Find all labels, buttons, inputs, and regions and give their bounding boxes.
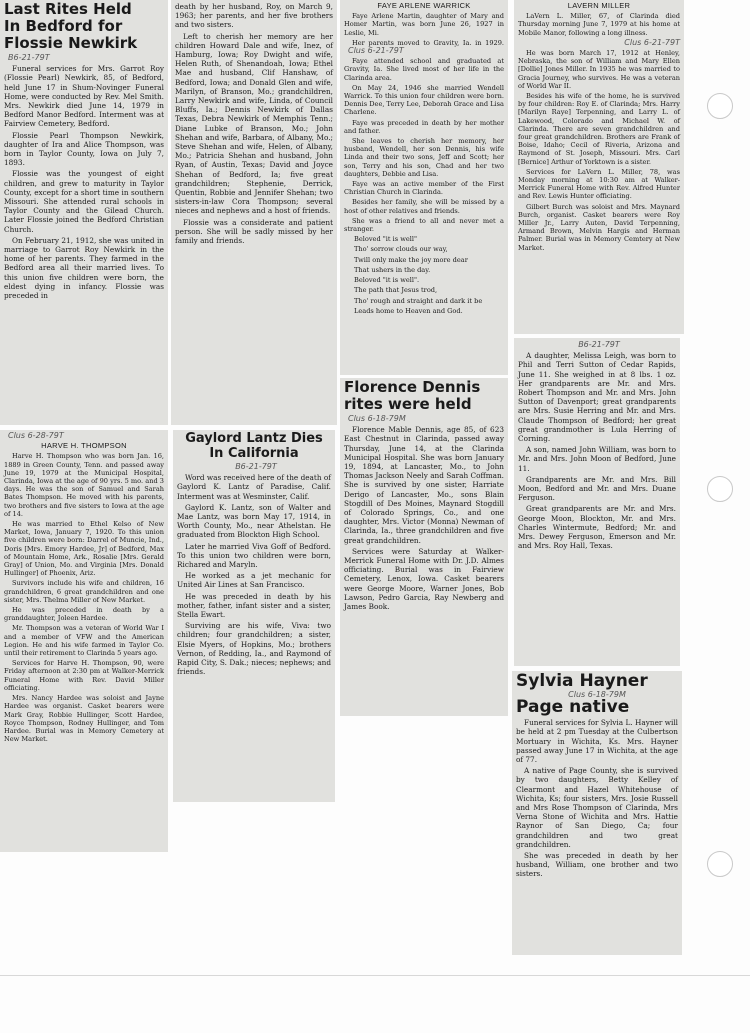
paragraph: Faye was an active member of the First Christian Church in Clarinda. <box>344 180 504 197</box>
binder-hole <box>707 476 733 502</box>
handwritten-date-note: Clus 6-28-79T <box>8 431 64 440</box>
paragraph: A son, named John William, was born to Mr. and Mrs. John Moon of Bedford, June 11. <box>518 445 676 473</box>
paragraph: He worked as a jet mechanic for United Air Lines at San Francisco. <box>177 571 331 590</box>
paragraph: Services were Saturday at Walker-Merrick Funeral Home with Dr. J.D. Almes officiating. Burial was in Fairview Cemetery, Lenox, Iowa. Casket bearers were George Moore, Warner Jones, Bob Lawson, Pedro Garcia, Ray Newberg and James Book. <box>344 546 504 612</box>
headline: Flossie Newkirk <box>4 34 138 52</box>
paragraph: Mr. Thompson was a veteran of World War I and a member of VFW and the American Legion. He and his wife farmed in Taylor Co. until their retirement to Clarinda 5 years ago. <box>4 624 164 658</box>
paragraph: Later he married Viva Goff of Bedford. To this union two children were born, Richared and Maryln. <box>177 541 331 570</box>
handwritten-date-note: Clus 6-18-79M <box>568 690 626 699</box>
handwritten-date-note: Clus 6-18-79M <box>348 414 406 423</box>
paragraph: Faye Arlene Martin, daughter of Mary and Homer Martin, was born June 26, 1927 in Leslie, Mi. <box>344 12 504 37</box>
handwritten-date-note: B6-21-79T <box>578 340 620 349</box>
paragraph: Florence Mable Dennis, age 85, of 623 East Chestnut in Clarinda, passed away Thursday, June 14, at the Clarinda Municipal Hospital. She was born January 19, 1894, at Lancaster, Mo., to John Thomas Jackson Neely and Sarah Coffman. She is survived by one sister, Harriate Derigo of Lancaster, Mo., sons Blain Stogdill of Des Moines, Maynard Stogdill of Colorado Springs, Co., and one daughter, Mrs. Victor (Monna) Newman of Clarinda, Ia., three grandchildren and five great grandchildren. <box>344 425 504 545</box>
paragraph: Mrs. Nancy Hardee was soloist and Jayne Hardee was organist. Casket bearers were Mark Gray, Robbie Hullinger, Scott Hardee, Royce Thompson, Rodney Hullinger, and Tom Hardee. Burial was in Memory Cemetery at New Market. <box>4 694 164 744</box>
paragraph: Services for Harve H. Thompson, 90, were Friday afternoon at 2:30 pm at Walker-Merrick Funeral Home with Rev. David Miller officiating. <box>4 659 164 692</box>
paragraph: death by her husband, Roy, on March 9, 1963; her parents, and her five brothers and two sisters. <box>175 2 333 30</box>
paragraph: Flossie Pearl Thompson Newkirk, daughter of Ira and Alice Thompson, was born in Taylor County, Iowa on July 7, 1893. <box>4 130 164 168</box>
paragraph: Funeral services for Sylvia L. Hayner will be held at 2 pm Tuesday at the Culbertson Mortuary in Wichita, Ks. Mrs. Hayner passed away June 17 in Wichita, at the age of 77. <box>516 718 678 765</box>
paragraph: Besides his wife of the home, he is survived by four children: Roy E. of Clarinda; Mrs. Harry [Marilyn Raye] Terpenning, and Larry L. of Lakewood, Colorado and Michael W. of Clarinda. There are seven grandchildren and four great grandchildren. Brothers are Frank of Boise, Idaho; Cecil of Riveria, Arizona and Raymond of St. Joseph, Missouri. Mrs. Carl [Bernice] Arthur of Yorktown is a sister. <box>518 92 680 166</box>
page-edge <box>0 975 750 976</box>
headline: Sylvia Hayner <box>516 671 648 691</box>
headline: In Bedford for <box>4 17 123 35</box>
handwritten-date-note: B6-21-79T <box>235 462 277 471</box>
paragraph: Left to cherish her memory are her children Howard Dale and wife, Inez, of Hamburg, Iowa; Roy Dwight and wife, Helen Ruth, of Shenandoah, Iowa; Ethel Mae and husband, Clif Hanshaw, of Bedford, Iowa; and Donald Glen and wife, Marilyn, of Branson, Mo.; grandchildren, Larry Newkirk and wife, Linda, of Council Bluffs, Ia.; Dennis Newkirk of Dallas Texas, Debra Newkirk of Memphis Tenn.; Diane Lubke of Branson, Mo.; John Shehan and wife, Barbara, of Albany, Mo.; Steve Shehan and wife, Helen, of Albany, Mo.; Patricia Shehan and husband, John Ryan, of Austin, Texas; David and Joyce Shehan of Bedford, Ia; five great grandchildren; Stephenie, Derrick, Quentin, Robbie and Jennifer Shehan; two sisters-in-law Cora Thompson; several nieces and nephews and a host of friends. <box>175 31 333 216</box>
paragraph: On February 21, 1912, she was united in marriage to Garrot Roy Newkirk in the home of her parents. They farmed in the Bedford area all their married lives. To this union five children were born, the eldest dying in infancy. Flossie was preceded in <box>4 235 164 301</box>
handwritten-date-note: Clus 6-21-79T <box>624 37 680 47</box>
handwritten-date-note: Clus 6-21-79T <box>348 46 404 56</box>
paragraph: Gaylord K. Lantz, son of Walter and Mae Lantz, was born May 17, 1914, in Worth County, Mo., near Athelstan. He graduated from Blockton High School. <box>177 502 331 540</box>
paragraph: Harve H. Thompson who was born Jan. 16, 1889 in Green County, Tenn. and passed away June 19, 1979 at the Municipal Hospital, Clarinda, Iowa at the age of 90 yrs. 5 mo. and 3 days. He was the son of Samuel and Sarah Bates Thompson. He moved with his parents, two brothers and five sisters to Iowa at the age of 14. <box>4 452 164 518</box>
clipping-thompson <box>0 430 168 852</box>
paragraph: Faye was preceded in death by her mother and father. <box>344 118 504 135</box>
binder-hole <box>707 851 733 877</box>
poem-line: Beloved "it is well" <box>354 235 418 244</box>
clipping-warrick <box>340 0 508 375</box>
paragraph-text: Her parents moved to Gravity, Ia. in 1929. <box>352 38 504 47</box>
clipping-newkirk-continued <box>171 0 337 425</box>
paragraph: He was married to Ethel Kelso of New Market, Iowa, January 7, 1920. To this union five children were born: Darrel of Muncie, Ind., Doris [Mrs. Emory Hardee, Jr] of Bedford, Max of Mountain Home, Ark., Rosalie [Mrs. Gerald Gray] of Union, Mo. and Virginia [Mrs. Donald Hullinger] of Phoenix, Ariz. <box>4 520 164 578</box>
paragraph: On May 24, 1946 she married Wendell Warrick. To this union four children were born. Dennis Dee, Terry Lee, Deborah Grace and Lisa Charlene. <box>344 83 504 117</box>
paragraph: Services for LaVern L. Miller, 78, was Monday morning at 10:30 am at Walker-Merrick Funeral Home with Rev. Alfred Hunter and Rev. Lewis Hunter officiating. <box>518 167 680 201</box>
paragraph: She was a friend to all and never met a stranger. <box>344 216 504 234</box>
headline: Last Rites Held <box>4 0 132 18</box>
paragraph: He was preceded in death by a granddaughter, Joleen Hardee. <box>4 606 164 623</box>
paragraph: Faye attended school and graduated at Gravity, Ia. She lived most of her life in the Clarinda area. <box>344 57 504 82</box>
clipping-dennis <box>340 378 508 716</box>
clipping-lantz <box>173 430 335 802</box>
poem-line: The path that Jesus trod, <box>354 286 438 295</box>
paragraph <box>344 39 504 55</box>
obituary-title: FAYE ARLENE WARRICK <box>377 1 471 10</box>
paragraph: Survivors include his wife and children, 16 grandchildren, 6 great grandchildren and one sister, Mrs. Thelma Miller of New Market. <box>4 579 164 604</box>
binder-hole <box>707 93 733 119</box>
paragraph: Surviving are his wife, Viva: two children; four grandchildren; a sister, Elsie Myers, of Hopkins, Mo.; brothers Vernon, of Redding, Ia., and Raymond of Rapid City, S. Dak.; nieces; nephews; and friends. <box>177 621 331 677</box>
poem-line: That ushers in the day. <box>354 265 431 274</box>
paragraph: Funeral services for Mrs. Garrot Roy (Flossie Pearl) Newkirk, 85, of Bedford, held June 17 in Shum-Novinger Funeral Home, were conducted by Rev. Mel Smith. Mrs. Newkirk died June 14, 1979 in Bedford Manor Bedford. Interment was at Fairview Cemetery, Bedford. <box>4 64 164 129</box>
handwritten-date-note: B6-21-79T <box>8 53 50 62</box>
headline: Page native <box>516 697 630 718</box>
paragraph: She was preceded in death by her husband, William, one brother and two sisters. <box>516 851 678 879</box>
paragraph: She leaves to cherish her memory, her husband, Wendell, her son Dennis, his wife Linda and their two sons, Jeff and Scott; her son, Terry and his son, Chad and her two daughters, Debbie and Lisa. <box>344 137 504 178</box>
paragraph: Grandparents are Mr. and Mrs. Bill Moon, Bedford and Mr. and Mrs. Duane Ferguson. <box>518 474 676 503</box>
paragraph: Flossie was a considerate and patient person. She will be sadly missed by her family and friends. <box>175 217 333 246</box>
paragraph: A native of Page County, she is survived by two daughters, Betty Kelley of Clearmont and Hazel Whitehouse of Wichita, Ks; four sisters, Mrs. Josie Russell and Mrs Rose Thompson of Clarinda, Mrs Verna Stone of Wichita and Mrs. Hattie Raynor of San Diego, Ca; four grandchildren and two great grandchildren. <box>516 766 678 849</box>
headline: In California <box>209 446 299 461</box>
poem-line: Tho' sorrow clouds our way, <box>354 245 448 254</box>
paragraph: Word was received here of the death of Gaylord K. Lantz of Paradise, Calif. Interment was at Wesminster, Calif. <box>177 473 331 501</box>
clipping-hayner <box>512 671 682 955</box>
headline: Gaylord Lantz Dies <box>185 431 323 446</box>
paragraph: He was born March 17, 1912 at Henley, Nebraska, the son of William and Mary Ellen [Dollie] Jones Miller. In 1935 he was married to Gracia Journey, who survives. He was a veteran of World War II. <box>518 49 680 90</box>
obituary-title: LAVERN MILLER <box>567 1 631 10</box>
paragraph: Besides her family, she will be missed by a host of other relatives and friends. <box>344 198 504 215</box>
paragraph: A daughter, Melissa Leigh, was born to Phil and Terri Sutton of Cedar Rapids, June 11. She weighed in at 8 lbs. 1 oz. Her grandparents are Mr. and Mrs. Robert Thompson and Mr. and Mrs. John Sutton of Davenport; great grandparents are Mrs. Susie Herring and Mr. and Mrs. Claude Thompson of Bedford; her great great grandmother is Lula Herring of Corning. <box>518 351 676 444</box>
clipping-newkirk <box>0 0 168 425</box>
paragraph: He was preceded in death by his mother, father, infant sister and a sister, Stella Ewart. <box>177 591 331 620</box>
paragraph: Flossie was the youngest of eight children, and grew to maturity in Taylor County, except for a short time in southern Missouri. She attended rural schools in Taylor County and the Gilead Church. Later Flossie joined the Bedford Christian Church. <box>4 169 164 234</box>
poem-line: Leads home to Heaven and God. <box>354 306 463 315</box>
paragraph: Great grandparents are Mr. and Mrs. George Moon, Blockton, Mr. and Mrs. Charles Wintermute, Bedford; Mr. and Mrs. Dewey Ferguson, Emerson and Mr. and Mrs. Roy Hall, Texas. <box>518 504 676 551</box>
clipping-births <box>514 338 680 666</box>
headline: Florence Dennis <box>344 378 481 396</box>
headline: rites were held <box>344 395 472 413</box>
paragraph: LaVern L. Miller, 67, of Clarinda died Thursday morning June 7, 1979 at his home at Mobile Manor, following a long illness. <box>518 12 680 37</box>
poem-line: Tho' rough and straight and dark it be <box>354 296 483 305</box>
poem-line: Beloved "it is well". <box>354 276 420 285</box>
paragraph: Gilbert Burch was soloist and Mrs. Maynard Burch, organist. Casket bearers were Roy Miller Jr., Larry Auten, David Terpenning, Armand Brown, Melvin Hargis and Herman Palmer. Burial was in Memory Cemtery at New Market. <box>518 202 680 252</box>
poem-line: Twill only make the joy more dear <box>354 255 468 264</box>
obituary-title: HARVE H. THOMPSON <box>41 441 127 451</box>
clipping-miller <box>514 0 684 334</box>
